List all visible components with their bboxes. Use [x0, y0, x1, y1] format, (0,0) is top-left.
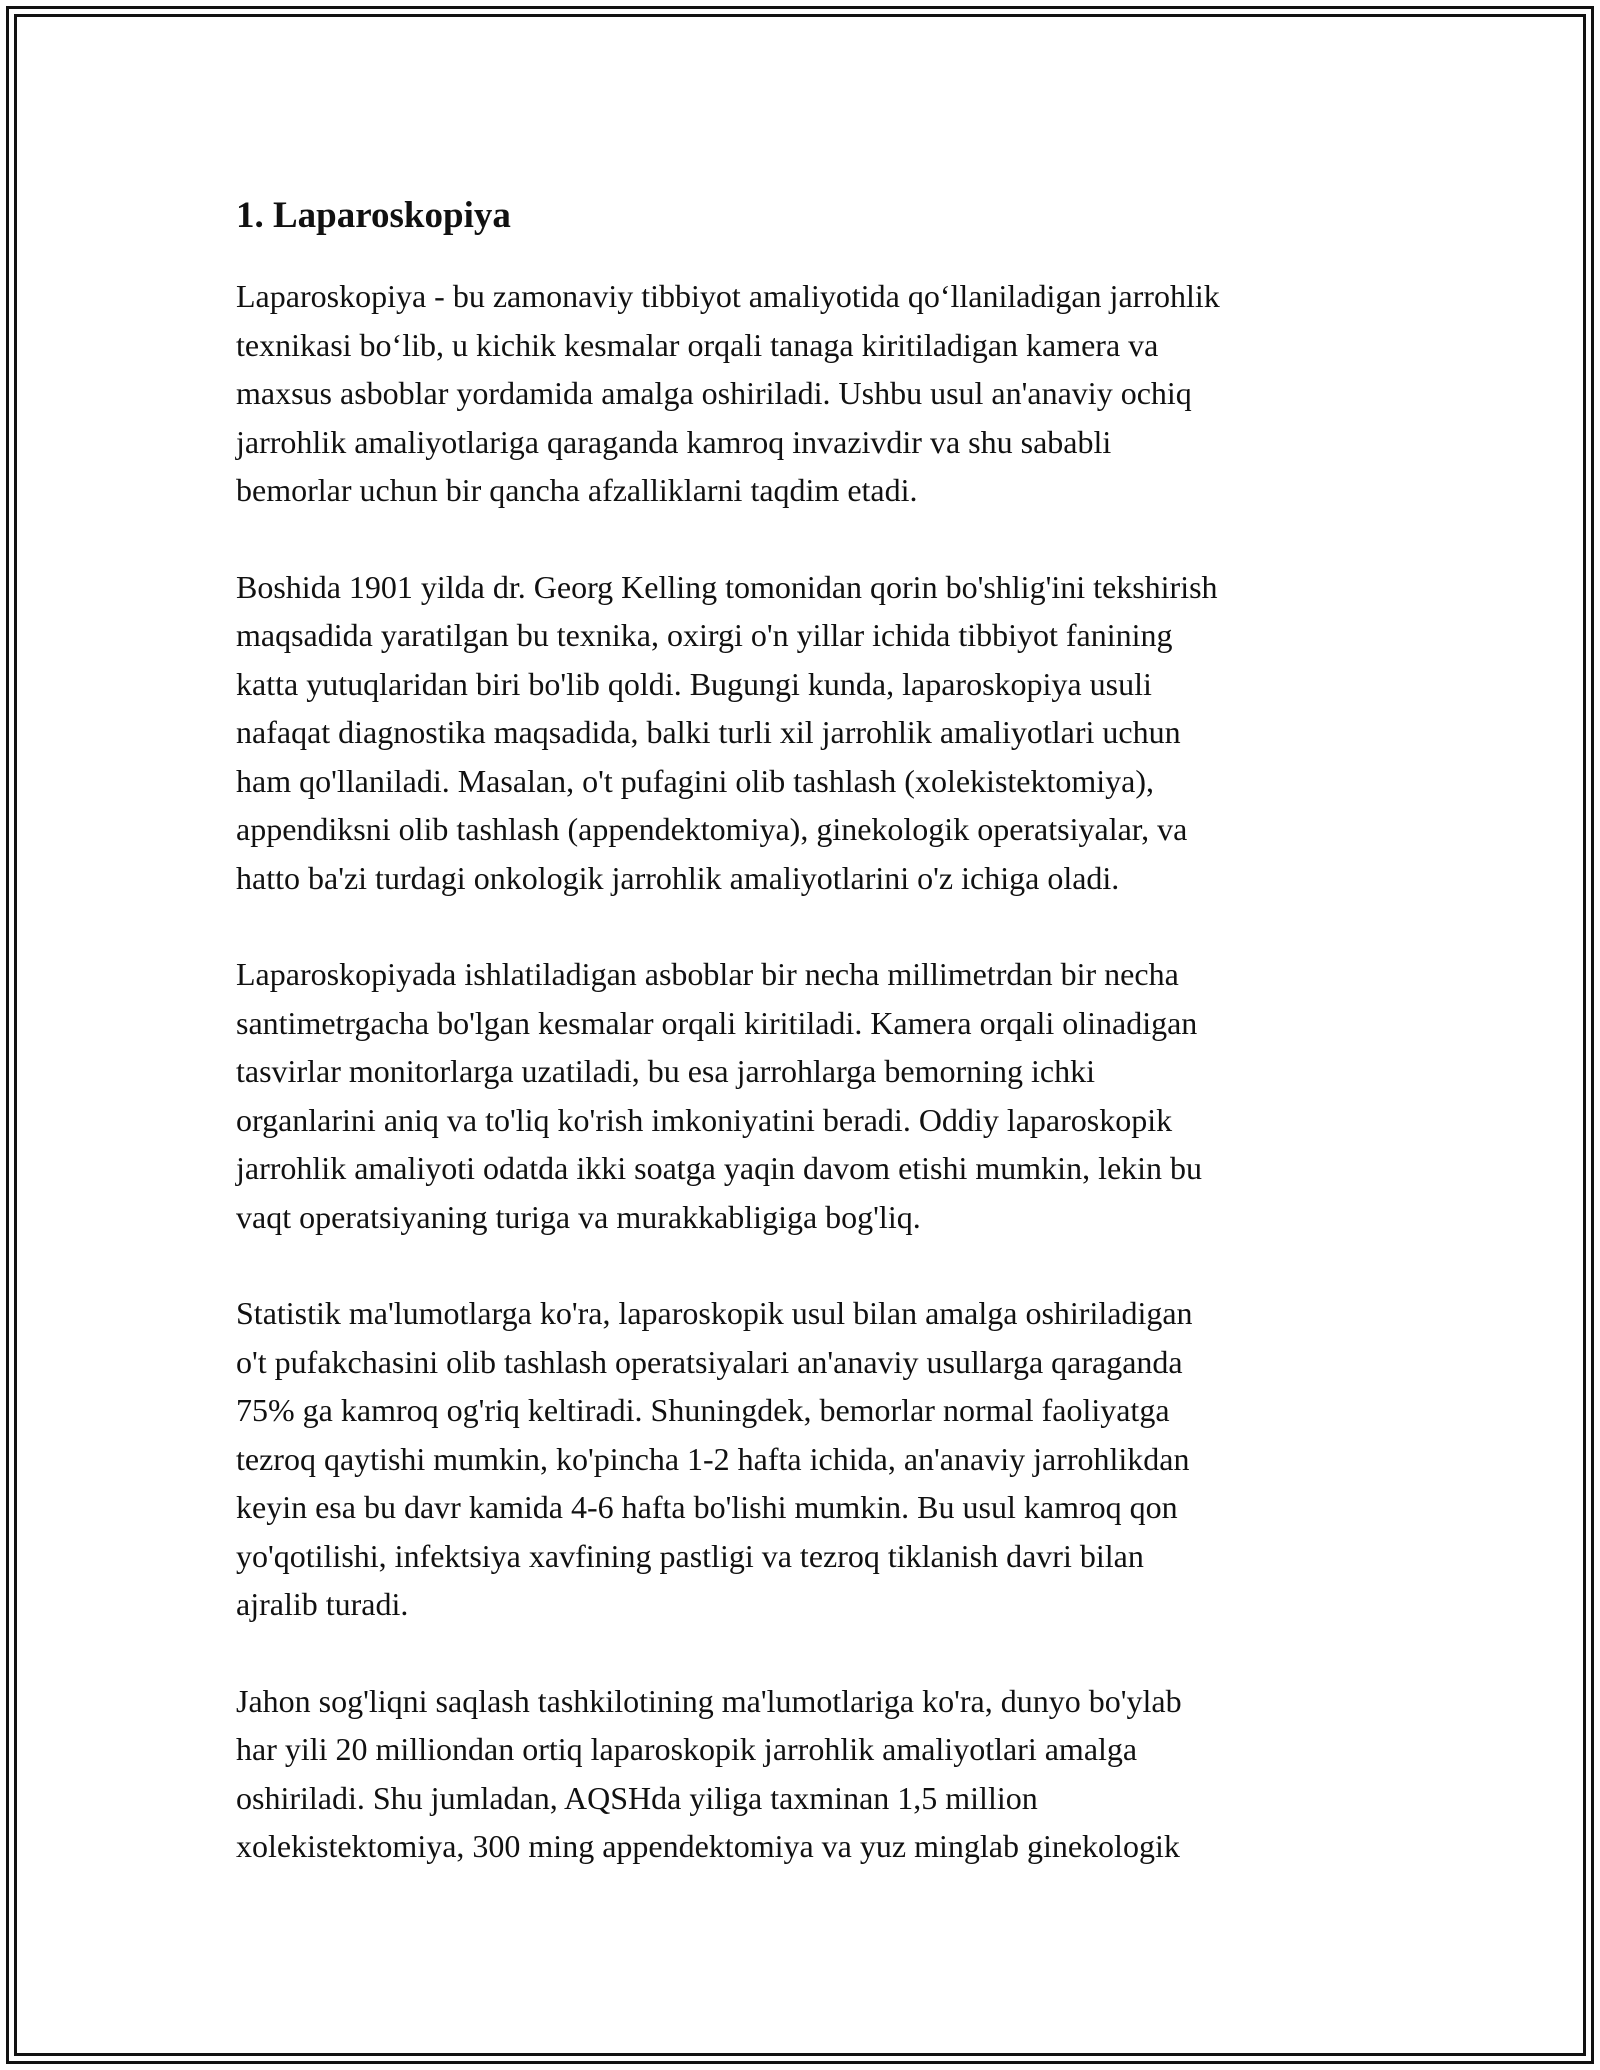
- text-line: yo'qotilishi, infektsiya xavfining pastligi va tezroq tiklanish davri bilan: [236, 1537, 1144, 1574]
- text-line: Laparoskopiyada ishlatiladigan asboblar bir necha millimetrdan bir necha: [236, 956, 1179, 992]
- text-line: maqsadida yaratilgan bu texnika, oxirgi o'n yillar ichida tibbiyot fanining: [236, 617, 1173, 653]
- text-line: maxsus asboblar yordamida amalga oshiriladi. Ushbu usul an'anaviy ochiq: [236, 375, 1192, 411]
- text-line: o't pufakchasini olib tashlash operatsiyalari an'anaviy usullarga qaraganda: [236, 1343, 1183, 1380]
- text-line: oshiriladi. Shu jumladan, AQSHda yiliga taxminan 1,5 million: [236, 1779, 1038, 1816]
- text-line: santimetrgacha bo'lgan kesmalar orqali kiritiladi. Kamera orqali olinadigan: [236, 1004, 1198, 1041]
- paragraph-instruments: [236, 950, 1386, 1241]
- text-line: Laparoskopiya - bu zamonaviy tibbiyot amaliyotida qo‘llaniladigan jarrohlik: [236, 278, 1220, 314]
- text-line: keyin esa bu davr kamida 4-6 hafta bo'lishi mumkin. Bu usul kamroq qon: [236, 1489, 1178, 1525]
- text-line: hatto ba'zi turdagi onkologik jarrohlik amaliyotlarini o'z ichiga oladi.: [236, 859, 1120, 896]
- text-line: organlarini aniq va to'liq ko'rish imkoniyatini beradi. Oddiy laparoskopik: [236, 1101, 1173, 1138]
- text-line: texnikasi bo‘lib, u kichik kesmalar orqali tanaga kiritiladigan kamera va: [236, 326, 1159, 363]
- text-line: ham qo'llaniladi. Masalan, o't pufagini olib tashlash (xolekistektomiya),: [236, 762, 1155, 799]
- text-line: jarrohlik amaliyoti odatda ikki soatga yaqin davom etishi mumkin, lekin bu: [236, 1150, 1203, 1186]
- text-line: xolekistektomiya, 300 ming appendektomiya va yuz minglab ginekologik: [236, 1828, 1180, 1864]
- text-line: Jahon sog'liqni saqlash tashkilotining ma'lumotlariga ko'ra, dunyo bo'ylab: [236, 1682, 1182, 1719]
- section-heading: 1. Laparoskopiya: [236, 195, 511, 236]
- text-line: ajralib turadi.: [236, 1586, 409, 1622]
- text-line: tasvirlar monitorlarga uzatiladi, bu esa jarrohlarga bemorning ichki: [236, 1053, 1095, 1089]
- document-body: [236, 186, 1386, 1919]
- text-line: tezroq qaytishi mumkin, ko'pincha 1-2 hafta ichida, an'anaviy jarrohlikdan: [236, 1440, 1190, 1477]
- text-line: vaqt operatsiyaning turiga va murakkabligiga bog'liq.: [236, 1198, 921, 1235]
- text-line: bemorlar uchun bir qancha afzalliklarni taqdim etadi.: [236, 472, 918, 508]
- text-line: nafaqat diagnostika maqsadida, balki turli xil jarrohlik amaliyotlari uchun: [236, 714, 1181, 750]
- paragraph-statistics: [236, 1289, 1386, 1629]
- paragraph-history: [236, 563, 1386, 903]
- text-line: har yili 20 milliondan ortiq laparoskopik jarrohlik amaliyotlari amalga: [236, 1731, 1138, 1767]
- text-line: jarrohlik amaliyotlariga qaraganda kamroq invazivdir va shu sababli: [236, 423, 1112, 460]
- text-line: 75% ga kamroq og'riq keltiradi. Shuningdek, bemorlar normal faoliyatga: [236, 1392, 1170, 1428]
- text-line: Boshida 1901 yilda dr. Georg Kelling tomonidan qorin bo'shlig'ini tekshirish: [236, 568, 1218, 605]
- text-line: katta yutuqlaridan biri bo'lib qoldi. Bugungi kunda, laparoskopiya usuli: [236, 665, 1152, 702]
- text-line: Statistik ma'lumotlarga ko'ra, laparoskopik usul bilan amalga oshiriladigan: [236, 1295, 1193, 1331]
- paragraph-intro: [236, 272, 1386, 515]
- paragraph-who-data: [236, 1677, 1386, 1871]
- text-line: appendiksni olib tashlash (appendektomiya), ginekologik operatsiyalar, va: [236, 811, 1188, 847]
